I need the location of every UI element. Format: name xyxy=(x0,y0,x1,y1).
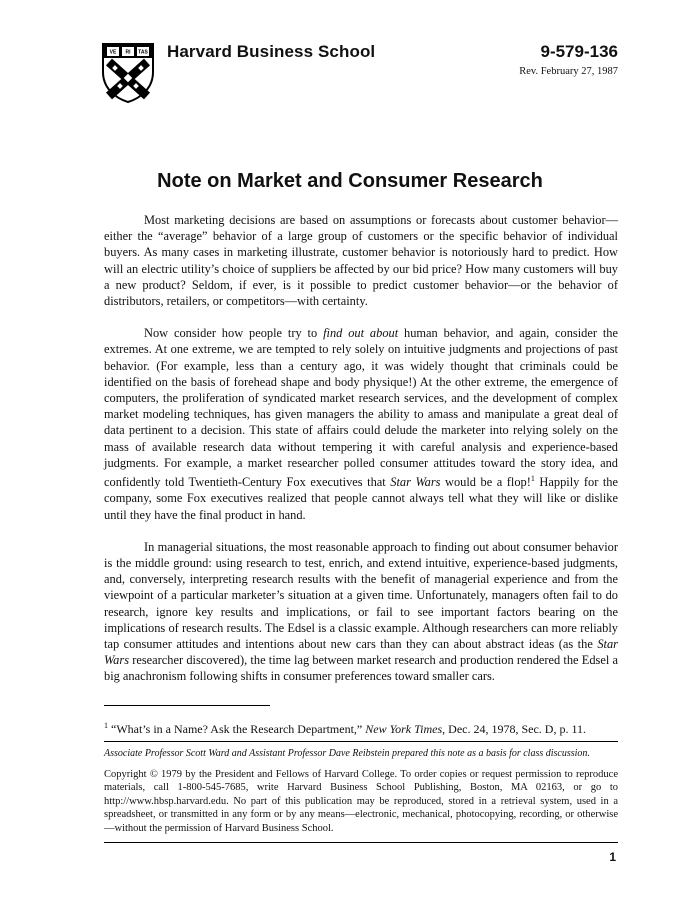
credit-divider xyxy=(104,741,618,742)
body-text xyxy=(104,212,618,701)
text-run: “What’s in a Name? Ask the Research Department,” xyxy=(108,722,366,736)
revision-date: Rev. February 27, 1987 xyxy=(519,66,618,77)
copyright-notice: Copyright © 1979 by the President and Fellows of Harvard College. To order copies or request permission to reproduce materials, call 1-800-545-7685, write Harvard Business School Publishing, Boston, MA 02163, or go to http://www.hbsp.harvard.edu. No part of this publication may be reproduced, stored in a retrieval system, used in a spreadsheet, or transmitted in any form or by any means—electronic, mechanical, photocopying, recording, or otherwise—without the permission of Harvard Business School. xyxy=(104,769,618,834)
text-run: human behavior, and again, consider the extremes. At one extreme, we are tempted to rely solely on intuitive judgments and projections of past behavior. (For example, less than a century ago, it was widely thought that criminals could be identified on the basis of forehead shape and body physique!) At the other extreme, the emergence of computers, the proliferation of syndicated market research services, and the development of complex market modeling techniques, has given managers the ability to amass and manipulate a great deal of data pertinent to a decision. This state of affairs could delude the marketer into relying solely on the mass of available research data without tempering it with careful analysis and experience-based judgments. For example, a market researcher polled consumer attitudes toward the story idea, and confidently told Twentieth-Century Fox executives that xyxy=(104,326,618,490)
bottom-divider xyxy=(104,842,618,843)
footnote-divider xyxy=(104,705,270,706)
shield-letters-2: RI xyxy=(125,49,131,56)
text-run: researcher discovered), the time lag between market research and production rendered the Edsel a big anachronism following shifts in consumer preferences toward smaller cars. xyxy=(104,653,618,684)
text-run: , Dec. 24, 1978, Sec. D, p. 11. xyxy=(442,722,587,736)
paragraph-2 xyxy=(104,325,618,523)
footnote-ref: 1 xyxy=(104,721,108,730)
authors-credit: Associate Professor Scott Ward and Assistant Professor Dave Reibstein prepared this note as a basis for class discussion. xyxy=(104,748,590,759)
italic-text: New York Times xyxy=(365,722,443,736)
italic-text: Star Wars xyxy=(390,475,441,490)
text-run: In managerial situations, the most reasonable approach to finding out about consumer behavior is the middle ground: using research to test, enrich, and extend intuitive, experience-based judgments, and, conversely, interpreting research results with the benefit of managerial experience and from the viewpoint of a particular marketer’s situation at a given time. Unfortunately, managers often fail to do research, ignore key results and implications, or fail to see important factors bearing on the implications of research results. The Edsel is a classic example. Although researchers can more reliably tap consumer attitudes and intentions about new cars than they can about abstract ideas (as the xyxy=(104,539,618,651)
text-run: would be a flop! xyxy=(440,475,531,490)
text-run: Now consider how people try to xyxy=(144,326,324,341)
page-number: 1 xyxy=(609,850,616,864)
footnote-1 xyxy=(104,721,618,737)
paragraph-3 xyxy=(104,539,618,685)
harvard-shield-logo xyxy=(101,42,155,104)
text-run: Most marketing decisions are based on assumptions or forecasts about customer behavior—either the “average” behavior of a large group of customers or the specific behavior of individual buyers. As many cases in marketing illustrate, customer behavior is notoriously hard to predict. How will an electric utility’s choice of suppliers be affected by our bid price? How many customers will buy a new product? Seldom, if ever, is it possible to predict customer behavior—or the behavior of distributors, retailers, or competitors—with certainty. xyxy=(104,213,618,309)
paragraph-1 xyxy=(104,212,618,309)
case-number: 9-579-136 xyxy=(540,42,618,61)
shield-letters-3: TAS xyxy=(138,49,148,56)
italic-text: find out about xyxy=(323,326,399,341)
shield-letters-1: VE xyxy=(109,49,117,56)
text-run: Happily for the company, some Fox executives realized that people cannot always tell what they will like or dislike until they have the final product in hand. xyxy=(104,475,618,522)
italic-text: Star Wars xyxy=(104,637,618,668)
document-title: Note on Market and Consumer Research xyxy=(157,170,543,192)
footnote-ref: 1 xyxy=(530,474,535,484)
school-name: Harvard Business School xyxy=(167,42,376,61)
